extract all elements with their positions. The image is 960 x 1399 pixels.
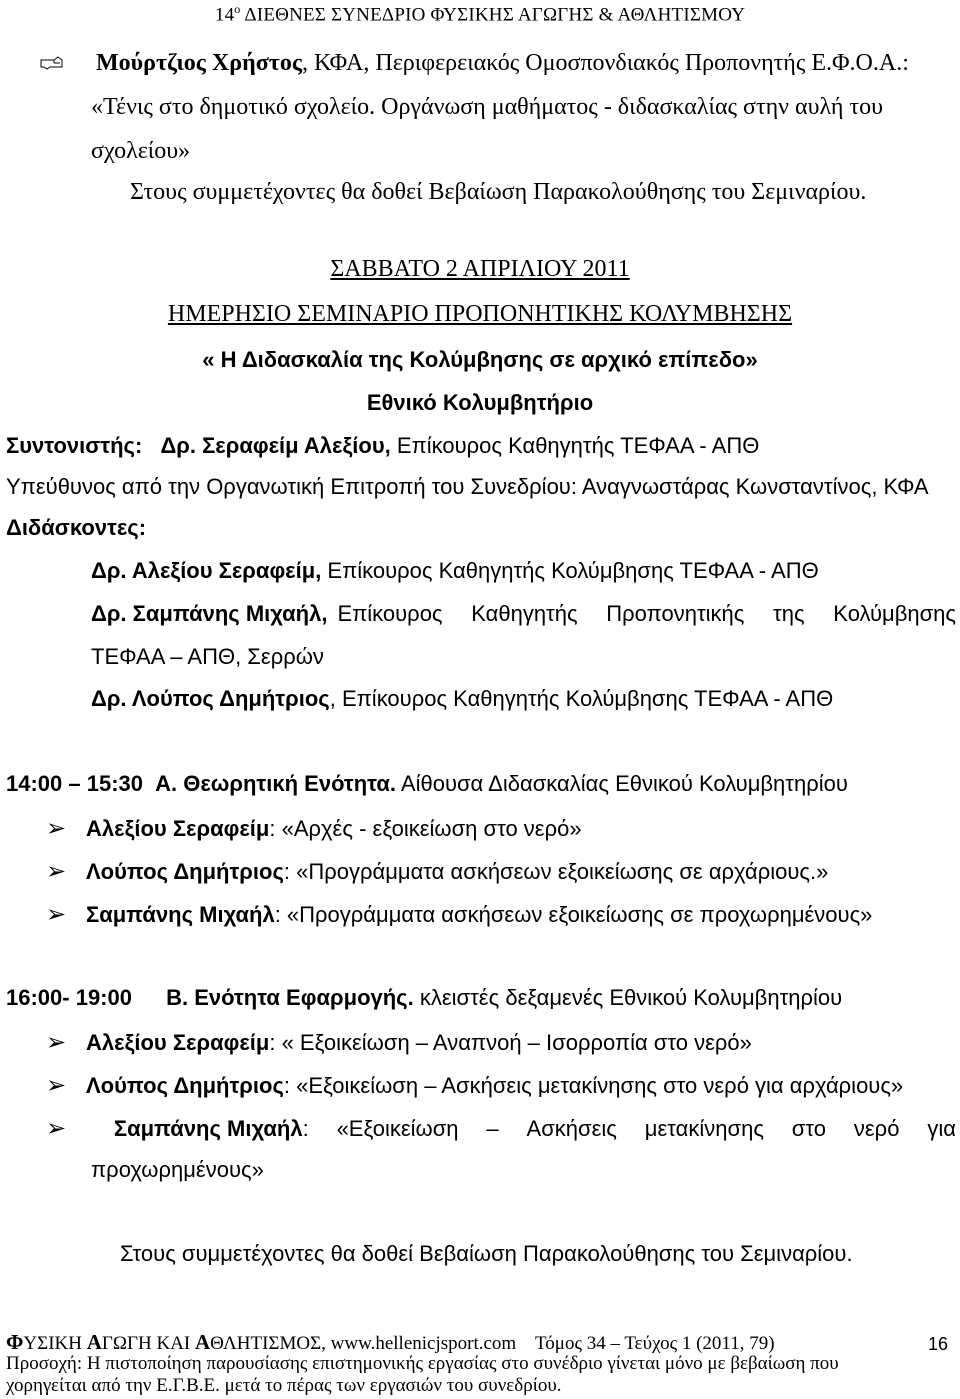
session-b-place: κλειστές δεξαμενές Εθνικού Κολυμβητηρίου [413,985,843,1010]
footer-journal-url: ΘΛΗΤΙΣΜΟΣ, www.hellenicjsport.com [210,1333,517,1354]
session-b-item-3-dash: – [486,1116,499,1141]
header-superscript: ο [234,2,241,16]
session-a-time: 14:00 – 15:30 [6,771,143,796]
session-b-item-1-name: Αλεξίου Σεραφείμ [86,1030,270,1055]
session-a-item-3-name: Σαμπάνης Μιχαήλ [86,902,275,927]
session-a-item-1 [46,814,582,842]
speaker-role: , ΚΦΑ, Περιφερειακός Ομοσπονδιακός Προπονητής Ε.Φ.Ο.Α.: [301,50,909,76]
footer-note-line-1: Προσοχή: Η πιστοποίηση παρουσίασης επιστημονικής εργασίας στο συνέδριο γίνεται μόνο με βεβαίωση που [6,1353,839,1374]
footer-initial: Φ [6,1330,24,1354]
session-a-item-1-text: : «Αρχές - εξοικείωση στο νερό» [269,816,582,841]
teacher-1-name: Δρ. Αλεξίου Σεραφείμ, [91,558,322,583]
arrow-bullet-icon: ➢ [46,1028,67,1056]
arrow-bullet-icon: ➢ [46,814,67,842]
session-b-item-2 [46,1071,903,1099]
teacher-2-title: Επίκουρος Καθηγητής Προπονητικής της Κολύμβησης [337,601,956,626]
session-a-item-3 [46,900,872,928]
session-b-item-3-word: «Εξοικείωση [336,1116,459,1141]
session-a-item-2 [46,857,828,885]
session-b-item-1-text: : « Εξοικείωση – Αναπνοή – Ισορροπία στο νερό» [269,1030,752,1055]
certificate-note-top: Στους συμμετέχοντες θα δοθεί Βεβαίωση Παρακολούθησης του Σεμιναρίου. [130,179,867,205]
session-a-place: Αίθουσα Διδασκαλίας Εθνικού Κολυμβητηρίου [396,771,848,796]
header-title: ΔΙΕΘΝΕΣ ΣΥΝΕΔΡΙΟ ΦΥΣΙΚΗΣ ΑΓΩΓΗΣ & ΑΘΛΗΤΙΣΜΟΥ [244,4,746,26]
teacher-3-title: , Επίκουρος Καθηγητής Κολύμβησης ΤΕΦΑΑ - ΑΠΘ [329,686,834,711]
session-b-item-2-name: Λούπος Δημήτριος [86,1073,284,1098]
session-b-item-3-word: μετακίνησης [644,1116,764,1141]
session-b-item-3-word: Ασκήσεις [526,1116,617,1141]
session-b-item-3-name: Σαμπάνης Μιχαήλ [113,1116,303,1141]
page-number: 16 [927,1334,948,1354]
session-b-item-3-word: στο [791,1116,826,1141]
session-a-item-1-name: Αλεξίου Σεραφείμ [86,816,270,841]
session-b-item-3 [46,1114,956,1142]
saturday-date: ΣΑΒΒΑΤΟ 2 ΑΠΡΙΛΙΟΥ 2011 [330,256,630,282]
teacher-1 [91,558,819,584]
arrow-bullet-icon: ➢ [46,1114,67,1142]
arrow-bullet-icon: ➢ [46,857,67,885]
teacher-2-name: Δρ. Σαμπάνης Μιχαήλ, [91,601,328,626]
hand-pointer-icon [40,50,68,77]
footer-note-line-2: χορηγείται από την Ε.Γ.Β.Ε. μετά το πέρας των εργασιών του συνεδρίου. [6,1375,562,1396]
running-header [0,2,960,26]
coordinator-title: Επίκουρος Καθηγητής ΤΕΦΑΑ - ΑΠΘ [390,433,760,458]
session-a-item-2-name: Λούπος Δημήτριος [86,859,284,884]
arrow-bullet-icon: ➢ [46,900,67,928]
session-a-header [6,771,848,797]
footer-initial: Α [195,1330,211,1354]
coordinator-line [6,433,759,459]
seminar-subtitle: « Η Διδασκαλία της Κολύμβησης σε αρχικό επίπεδο» [202,347,758,372]
session-b-item-3-colon: : [302,1116,309,1141]
responsible-line: Υπεύθυνος από την Οργανωτική Επιτροπή του Συνεδρίου: Αναγνωστάρας Κωνσταντίνος, ΚΦΑ [6,474,929,499]
arrow-bullet-icon: ➢ [46,1071,67,1099]
teacher-3 [91,686,833,712]
teachers-label: Διδάσκοντες: [6,515,147,540]
footer-text: ΓΩΓΗ ΚΑΙ [101,1333,195,1354]
session-b-header [6,985,842,1011]
session-b-item-1 [46,1028,752,1056]
session-b-item-3-word: νερό [853,1116,900,1141]
top-item-line-1 [40,50,909,77]
speaker-name: Μούρτζιος Χρήστος [96,50,302,76]
footer-initial: Α [86,1330,102,1354]
teacher-2-continued: ΤΕΦΑΑ – ΑΠΘ, Σερρών [91,644,324,669]
teacher-1-title: Επίκουρος Καθηγητής Κολύμβησης ΤΕΦΑΑ - ΑΠΘ [321,558,819,583]
session-a-title: Α. Θεωρητική Ενότητα. [155,771,397,796]
teacher-2 [91,601,956,627]
top-item-line-3: σχολείου» [91,138,191,164]
session-b-item-3-word: για [927,1116,956,1141]
session-b-title: Β. Ενότητα Εφαρμογής. [166,985,414,1010]
teacher-3-name: Δρ. Λούπος Δημήτριος [91,686,330,711]
session-b-time: 16:00- 19:00 [6,985,132,1010]
coordinator-name: Δρ. Σεραφείμ Αλεξίου, [160,433,391,458]
certificate-note-bottom: Στους συμμετέχοντες θα δοθεί Βεβαίωση Παρακολούθησης του Σεμιναρίου. [120,1241,853,1266]
coordinator-label: Συντονιστής: [6,433,143,458]
footer-text: ΥΣΙΚΗ [23,1333,87,1354]
seminar-venue: Εθνικό Κολυμβητήριο [366,390,594,415]
session-a-item-2-text: : «Προγράμματα ασκήσεων εξοικείωσης σε αρχάριους.» [283,859,829,884]
session-a-item-3-text: : «Προγράμματα ασκήσεων εξοικείωσης σε προχωρημένους» [274,902,873,927]
top-item-line-2: «Τένις στο δημοτικό σχολείο. Οργάνωση μαθήματος - διδασκαλίας στην αυλή του [91,94,883,120]
header-number: 14 [214,4,235,26]
footer-journal-line [6,1330,775,1355]
session-b-item-2-text: : «Εξοικείωση – Ασκήσεις μετακίνησης στο νερό για αρχάριους» [283,1073,904,1098]
footer-volume: Τόμος 34 – Τεύχος 1 (2011, 79) [534,1333,775,1354]
seminar-title: ΗΜΕΡΗΣΙΟ ΣΕΜΙΝΑΡΙΟ ΠΡΟΠΟΝΗΤΙΚΗΣ ΚΟΛΥΜΒΗΣΗΣ [167,301,793,327]
session-b-item-3-continued: προχωρημένους» [91,1157,264,1182]
